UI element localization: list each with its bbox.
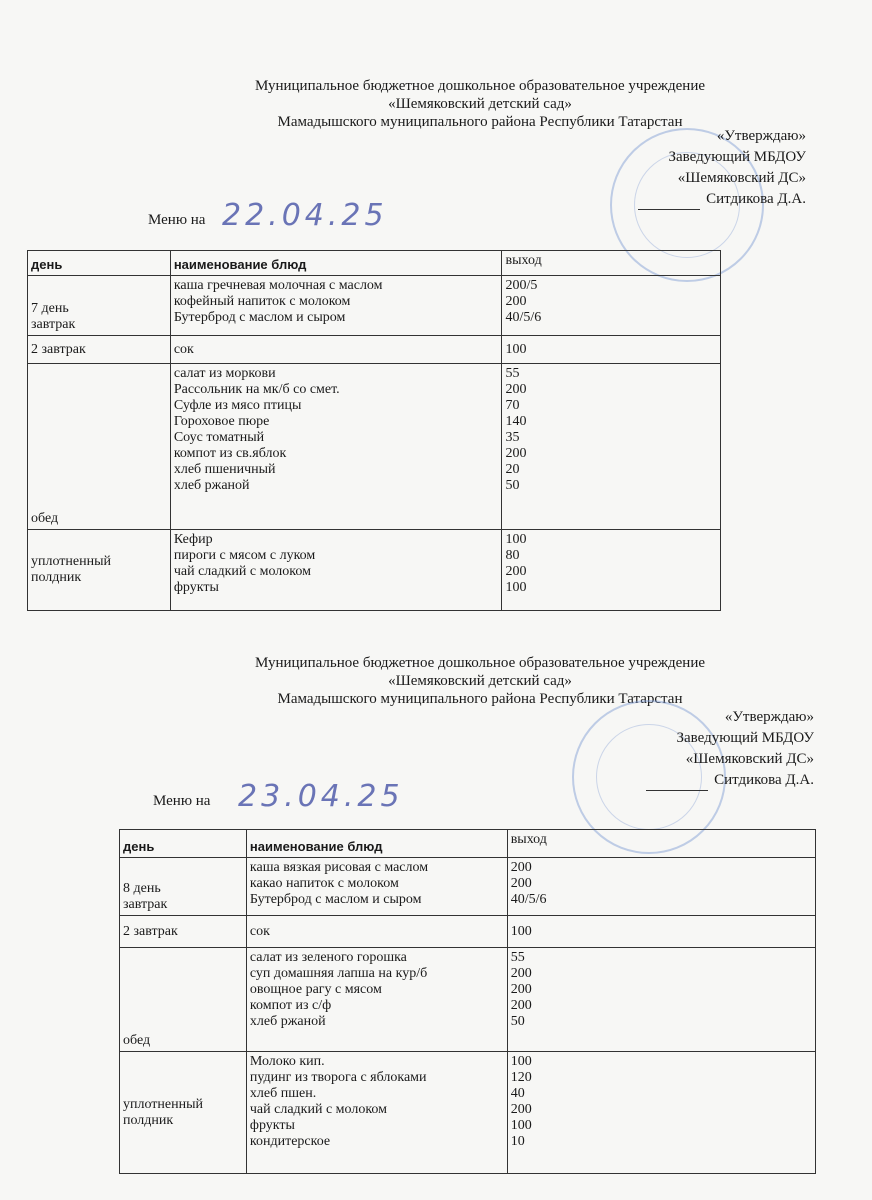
dish: компот из с/ф bbox=[249, 998, 332, 1013]
output: 100 bbox=[505, 341, 527, 357]
dish: овощное рагу с мясом bbox=[249, 982, 382, 997]
menu-table-1 bbox=[27, 250, 721, 611]
approval-line: Заведующий МБДОУ bbox=[676, 730, 814, 746]
dish: пироги с мясом с луком bbox=[173, 548, 316, 563]
output: 70 bbox=[505, 398, 520, 413]
output-cell bbox=[507, 916, 815, 948]
col-header-output: выход bbox=[507, 830, 815, 858]
dish: фрукты bbox=[173, 580, 219, 595]
day-text: уплотненный bbox=[123, 1096, 204, 1112]
output-cell bbox=[502, 336, 721, 364]
output: 100 bbox=[505, 580, 527, 595]
day-cell bbox=[28, 530, 171, 611]
day-text: завтрак bbox=[123, 897, 168, 912]
table-row bbox=[28, 530, 721, 611]
day-cell bbox=[120, 858, 247, 916]
day-cell bbox=[120, 1052, 247, 1174]
dish: чай сладкий с молоком bbox=[173, 564, 311, 579]
output: 200 bbox=[510, 876, 532, 891]
approver-name: Ситдикова Д.А. bbox=[706, 191, 806, 207]
table-header-row bbox=[120, 830, 816, 858]
signature-line bbox=[638, 195, 700, 210]
output: 200 bbox=[505, 294, 527, 309]
menu-label: Меню на bbox=[153, 793, 211, 809]
table-row bbox=[120, 916, 816, 948]
approval-block-2 bbox=[646, 707, 814, 791]
output: 200/5 bbox=[505, 278, 538, 293]
day-text: обед bbox=[31, 511, 59, 526]
dish: хлеб пшен. bbox=[249, 1086, 317, 1101]
org-line: «Шемяковский детский сад» bbox=[388, 96, 572, 112]
dishes-cell bbox=[170, 336, 502, 364]
dish: Бутерброд с маслом и сыром bbox=[249, 892, 422, 907]
menu-table-2 bbox=[119, 829, 816, 1174]
dish: компот из св.яблок bbox=[173, 446, 287, 461]
output: 200 bbox=[510, 860, 532, 875]
org-header-2 bbox=[150, 654, 810, 708]
approval-line: «Утверждаю» bbox=[724, 709, 814, 725]
org-line: «Шемяковский детский сад» bbox=[388, 673, 572, 689]
dish: сок bbox=[173, 341, 194, 357]
output-cell bbox=[507, 858, 815, 916]
day-text: обед bbox=[123, 1033, 151, 1048]
output: 35 bbox=[505, 430, 520, 445]
output-cell bbox=[507, 948, 815, 1052]
output: 80 bbox=[505, 548, 520, 563]
output: 10 bbox=[510, 1134, 525, 1149]
output: 200 bbox=[510, 998, 532, 1013]
approval-line: «Шемяковский ДС» bbox=[677, 170, 806, 186]
dish: кондитерское bbox=[249, 1134, 331, 1149]
output: 40/5/6 bbox=[505, 310, 542, 325]
approval-line: Заведующий МБДОУ bbox=[668, 149, 806, 165]
org-line: Муниципальное бюджетное дошкольное образовательное учреждение bbox=[255, 655, 705, 671]
output-cell bbox=[502, 276, 721, 336]
day-cell bbox=[28, 276, 171, 336]
output: 40/5/6 bbox=[510, 892, 547, 907]
day-text: завтрак bbox=[31, 317, 76, 332]
output-cell bbox=[502, 364, 721, 530]
output: 55 bbox=[505, 366, 520, 381]
output: 40 bbox=[510, 1086, 525, 1101]
dishes-cell bbox=[170, 276, 502, 336]
dish: Суфле из мясо птицы bbox=[173, 398, 302, 413]
output: 55 bbox=[510, 950, 525, 965]
output: 100 bbox=[505, 532, 527, 547]
table-row bbox=[28, 364, 721, 530]
day-text: уплотненный bbox=[31, 554, 112, 569]
dishes-cell bbox=[170, 530, 502, 611]
output: 50 bbox=[510, 1014, 525, 1029]
approval-line: «Шемяковский ДС» bbox=[685, 751, 814, 767]
table-row bbox=[28, 336, 721, 364]
dish: салат из моркови bbox=[173, 366, 276, 381]
day-cell bbox=[120, 916, 247, 948]
output: 100 bbox=[510, 923, 532, 939]
dish: фрукты bbox=[249, 1118, 295, 1133]
dish: суп домашняя лапша на кур/б bbox=[249, 966, 428, 981]
handwritten-date: 22.04.25 bbox=[222, 198, 388, 233]
day-text: полдник bbox=[31, 570, 82, 585]
org-line: Мамадышского муниципального района Республики Татарстан bbox=[277, 691, 683, 707]
org-line: Муниципальное бюджетное дошкольное образовательное учреждение bbox=[255, 78, 705, 94]
output: 200 bbox=[510, 982, 532, 997]
col-header-dishes: наименование блюд bbox=[246, 830, 507, 858]
day-text: 7 день bbox=[31, 301, 69, 316]
day-cell bbox=[28, 364, 171, 530]
output: 20 bbox=[505, 462, 520, 477]
output: 100 bbox=[510, 1054, 532, 1069]
col-header-day: день bbox=[28, 251, 171, 276]
dish: Бутерброд с маслом и сыром bbox=[173, 310, 346, 325]
menu-label: Меню на bbox=[148, 212, 206, 228]
org-header-1 bbox=[150, 77, 810, 131]
table-row bbox=[28, 276, 721, 336]
dish: хлеб пшеничный bbox=[173, 462, 276, 477]
output: 200 bbox=[505, 446, 527, 461]
org-line: Мамадышского муниципального района Республики Татарстан bbox=[277, 114, 683, 130]
dish: пудинг из творога с яблоками bbox=[249, 1070, 427, 1085]
output: 200 bbox=[505, 382, 527, 397]
output: 200 bbox=[510, 966, 532, 981]
dishes-cell bbox=[246, 916, 507, 948]
handwritten-date: 23.04.25 bbox=[238, 779, 404, 814]
dish: каша гречневая молочная с маслом bbox=[173, 278, 383, 293]
dishes-cell bbox=[246, 858, 507, 916]
dish: хлеб ржаной bbox=[249, 1014, 326, 1029]
signature-line bbox=[646, 776, 708, 791]
dish: какао напиток с молоком bbox=[249, 876, 399, 891]
dish: салат из зеленого горошка bbox=[249, 950, 407, 965]
output: 140 bbox=[505, 414, 527, 429]
dish: Гороховое пюре bbox=[173, 414, 270, 429]
output: 200 bbox=[510, 1102, 532, 1117]
table-row bbox=[120, 858, 816, 916]
approval-block-1 bbox=[638, 126, 806, 210]
output-cell bbox=[507, 1052, 815, 1174]
dish: каша вязкая рисовая с маслом bbox=[249, 860, 429, 875]
output-cell bbox=[502, 530, 721, 611]
output: 200 bbox=[505, 564, 527, 579]
day-text: 2 завтрак bbox=[123, 923, 178, 939]
day-text: полдник bbox=[123, 1112, 174, 1128]
approver-name: Ситдикова Д.А. bbox=[714, 772, 814, 788]
dish: Рассольник на мк/б со смет. bbox=[173, 382, 340, 397]
dishes-cell bbox=[246, 1052, 507, 1174]
day-text: 8 день bbox=[123, 881, 161, 896]
output: 120 bbox=[510, 1070, 532, 1085]
dishes-cell bbox=[246, 948, 507, 1052]
dishes-cell bbox=[170, 364, 502, 530]
dish: хлеб ржаной bbox=[173, 478, 250, 493]
output: 100 bbox=[510, 1118, 532, 1133]
dish: Кефир bbox=[173, 532, 213, 547]
table-row bbox=[120, 1052, 816, 1174]
day-cell bbox=[28, 336, 171, 364]
dish: Молоко кип. bbox=[249, 1054, 325, 1069]
dish: сок bbox=[249, 923, 270, 939]
day-cell bbox=[120, 948, 247, 1052]
col-header-output: выход bbox=[502, 251, 721, 276]
day-text: 2 завтрак bbox=[31, 341, 86, 357]
table-header-row bbox=[28, 251, 721, 276]
col-header-dishes: наименование блюд bbox=[170, 251, 502, 276]
table-row bbox=[120, 948, 816, 1052]
dish: кофейный напиток с молоком bbox=[173, 294, 351, 309]
dish: чай сладкий с молоком bbox=[249, 1102, 388, 1117]
output: 50 bbox=[505, 478, 520, 493]
col-header-day: день bbox=[120, 830, 247, 858]
dish: Соус томатный bbox=[173, 430, 265, 445]
approval-line: «Утверждаю» bbox=[716, 128, 806, 144]
